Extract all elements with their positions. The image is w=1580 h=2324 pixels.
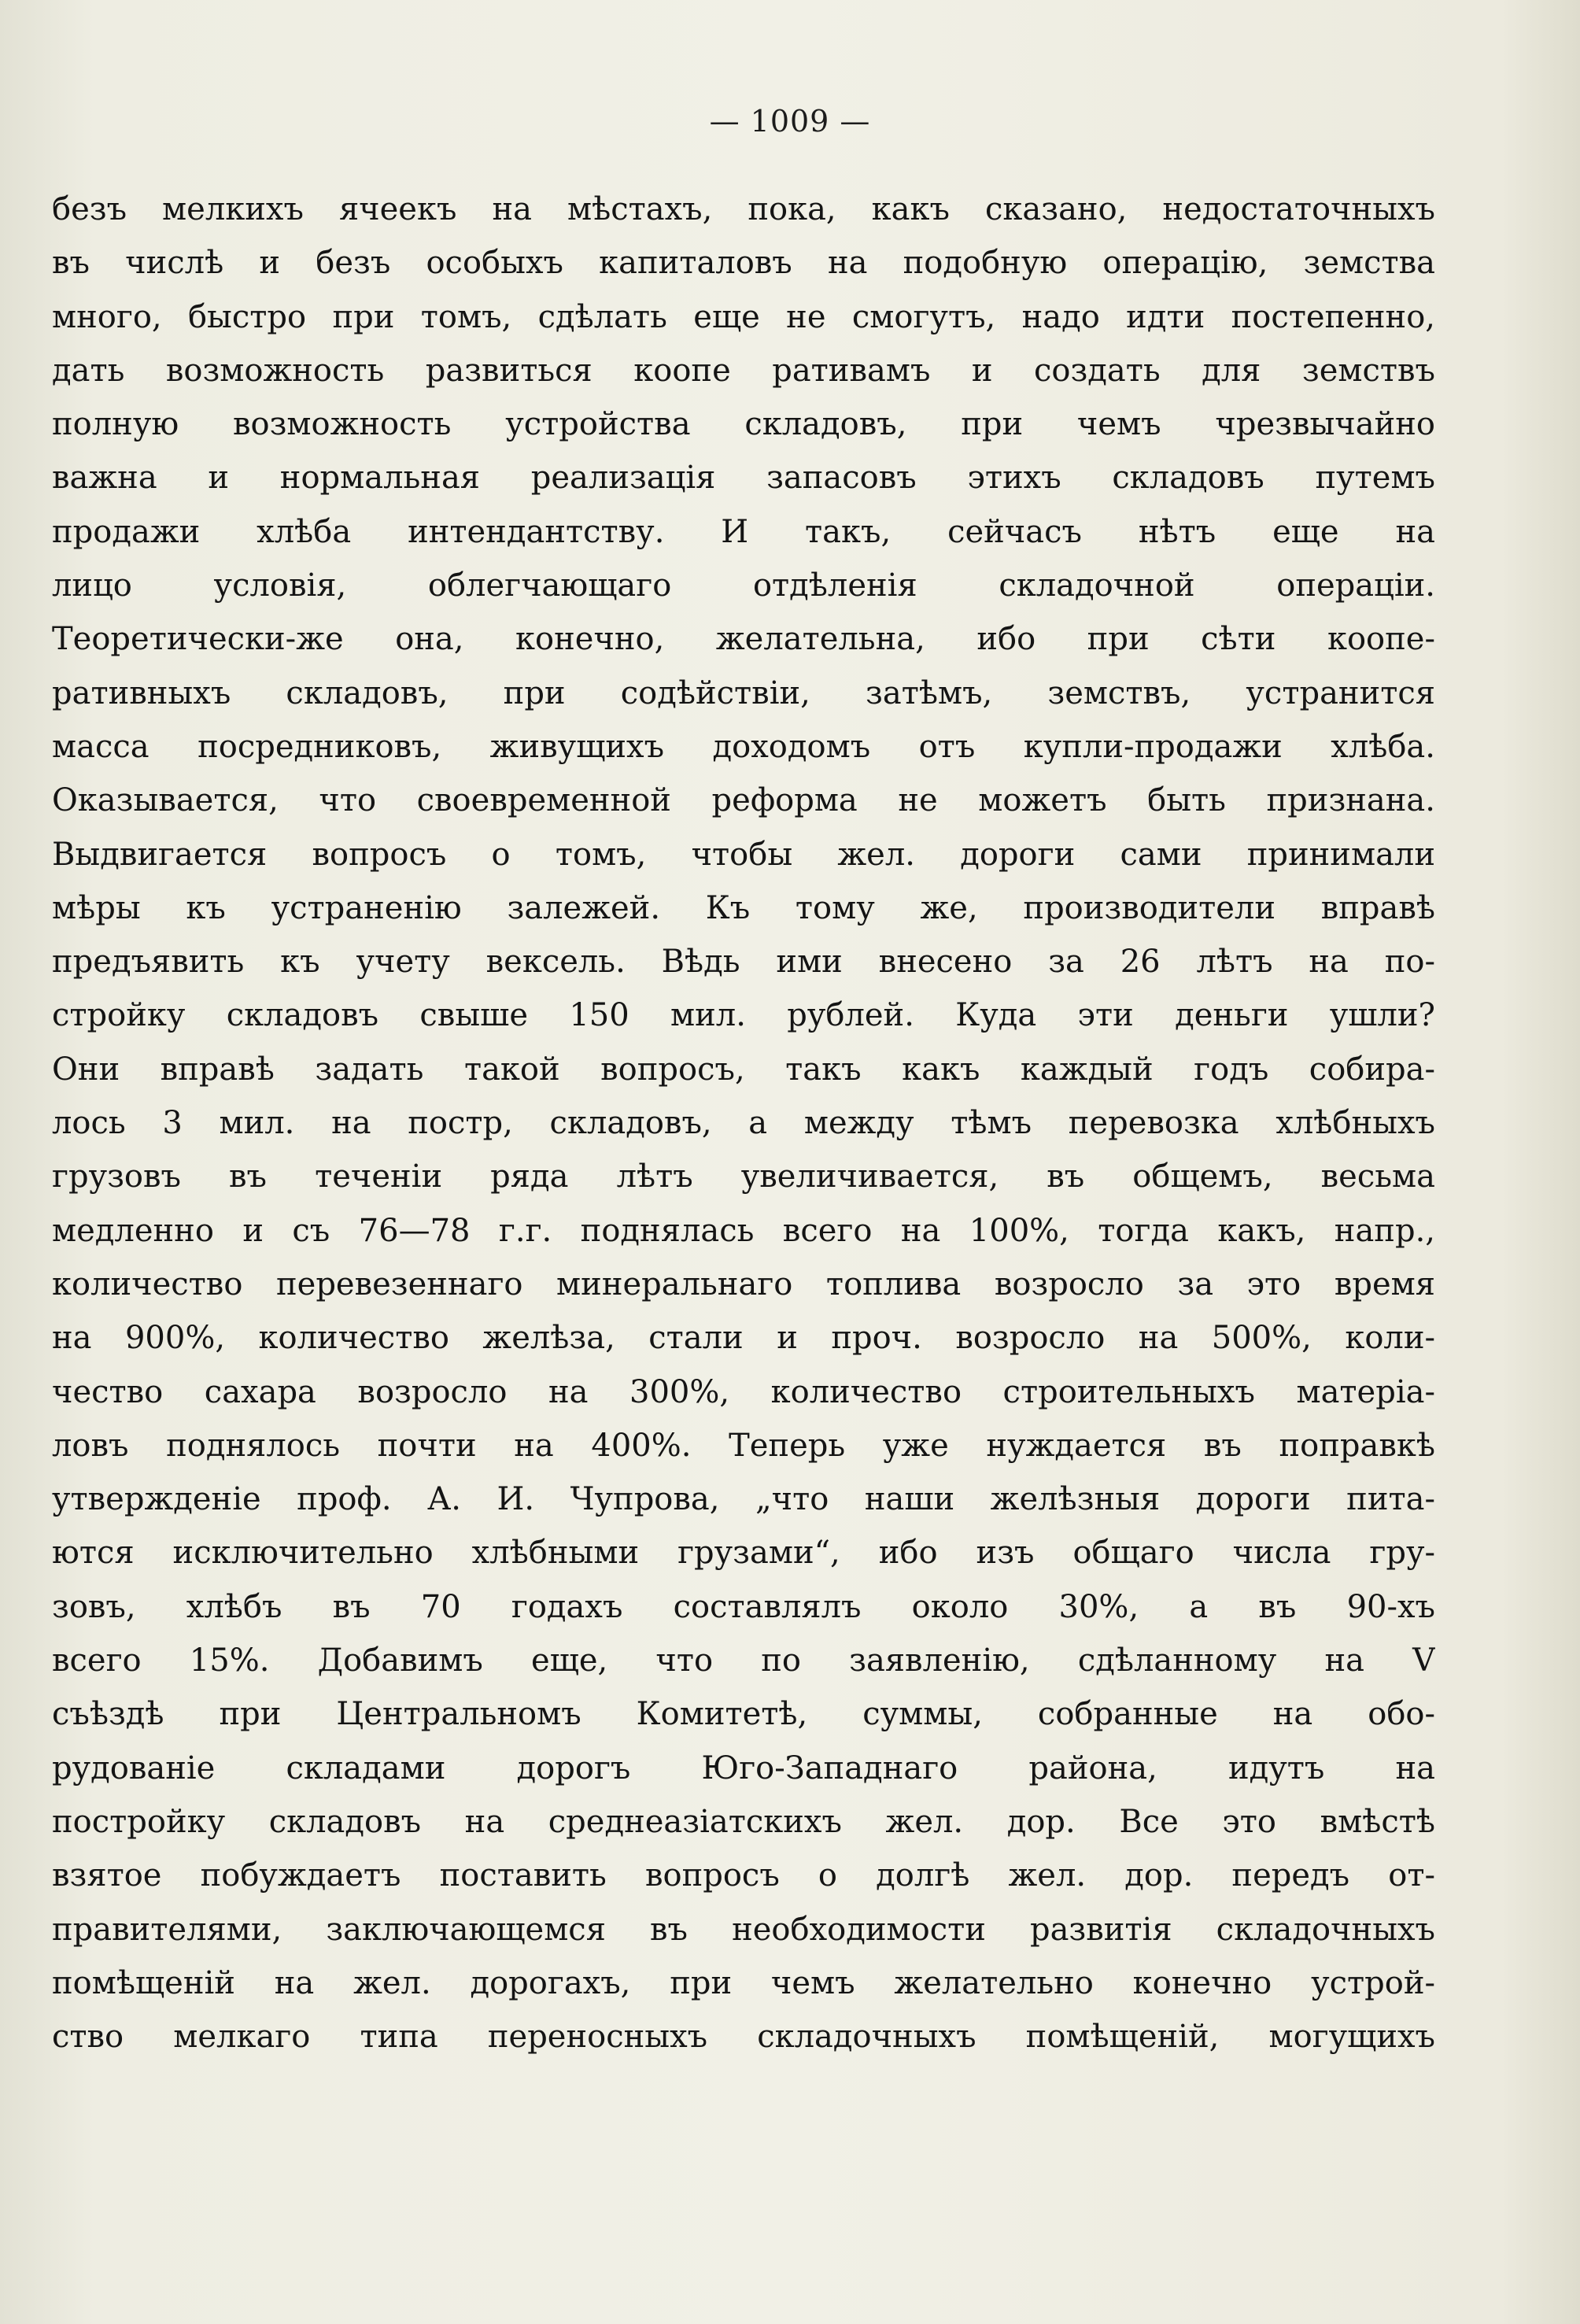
text-line: ловъ поднялось почти на 400%. Теперь уже нуждается въ поправкѣ xyxy=(52,1427,1435,1464)
text-line: лицо условія, облегчающаго отдѣленія складочной операціи. xyxy=(52,567,1435,604)
text-line: количество перевезеннаго минеральнаго топлива возросло за это время xyxy=(52,1265,1435,1302)
text-line: безъ мелкихъ ячеекъ на мѣстахъ, пока, какъ сказано, недостаточныхъ xyxy=(52,191,1435,227)
text-line: постройку складовъ на среднеазіатскихъ жел. дор. Все это вмѣстѣ xyxy=(52,1803,1435,1840)
text-line: медленно и съ 76—78 г.г. поднялась всего на 100%, тогда какъ, напр., xyxy=(52,1212,1435,1249)
text-line: всего 15%. Добавимъ еще, что по заявленію, сдѣланному на V xyxy=(52,1642,1435,1679)
text-line: ство мелкаго типа переносныхъ складочныхъ помѣщеній, могущихъ xyxy=(52,2019,1435,2056)
text-line: ются исключительно хлѣбными грузами“, ибо изъ общаго числа гру- xyxy=(52,1535,1435,1572)
text-line: продажи хлѣба интендантству. И такъ, сейчасъ нѣтъ еще на xyxy=(52,513,1435,550)
text-line: Они вправѣ задать такой вопросъ, такъ какъ каждый годъ собира- xyxy=(52,1051,1435,1088)
text-line: въ числѣ и безъ особыхъ капиталовъ на подобную операцію, земства xyxy=(52,245,1435,282)
page-number: — 1009 — xyxy=(709,104,871,139)
text-line: съѣздѣ при Центральномъ Комитетѣ, суммы, собранные на обо- xyxy=(52,1696,1435,1733)
text-line: зовъ, хлѣбъ въ 70 годахъ составлялъ около 30%, а въ 90-хъ xyxy=(52,1588,1435,1625)
text-line: утвержденіе проф. А. И. Чупрова, „что наши желѣзныя дороги пита- xyxy=(52,1481,1435,1518)
text-line: взятое побуждаетъ поставить вопросъ о долгѣ жел. дор. передъ от- xyxy=(52,1857,1435,1894)
text-line: много, быстро при томъ, сдѣлать еще не смогутъ, надо идти постепенно, xyxy=(52,298,1435,335)
text-line: Теоретически-же она, конечно, желательна, ибо при сѣти коопе- xyxy=(52,621,1435,658)
text-line: на 900%, количество желѣза, стали и проч. возросло на 500%, коли- xyxy=(52,1320,1435,1357)
text-line: мѣры къ устраненію залежей. Къ тому же, производители вправѣ xyxy=(52,889,1435,926)
text-line: ративныхъ складовъ, при содѣйствіи, затѣмъ, земствъ, устранится xyxy=(52,674,1435,711)
text-line: рудованіе складами дорогъ Юго-Западнаго района, идутъ на xyxy=(52,1749,1435,1786)
text-line: грузовъ въ теченіи ряда лѣтъ увеличивается, въ общемъ, весьма xyxy=(52,1158,1435,1195)
text-line: дать возможность развиться коопе ративамъ и создать для земствъ xyxy=(52,352,1435,389)
body-text xyxy=(52,183,1435,2064)
text-line: стройку складовъ свыше 150 мил. рублей. Куда эти деньги ушли? xyxy=(52,997,1435,1034)
text-line: чество сахара возросло на 300%, количество строительныхъ матеріа- xyxy=(52,1373,1435,1410)
text-line: предъявить къ учету вексель. Вѣдь ими внесено за 26 лѣтъ на по- xyxy=(52,944,1435,981)
text-line: правителями, заключающемся въ необходимости развитія складочныхъ xyxy=(52,1911,1435,1948)
text-line: помѣщеній на жел. дорогахъ, при чемъ желательно конечно устрой- xyxy=(52,1964,1435,2001)
text-line: полную возможность устройства складовъ, при чемъ чрезвычайно xyxy=(52,406,1435,443)
text-line: масса посредниковъ, живущихъ доходомъ отъ купли-продажи хлѣба. xyxy=(52,728,1435,765)
text-line: Оказывается, что своевременной реформа не можетъ быть признана. xyxy=(52,782,1435,819)
text-line: лось 3 мил. на постр, складовъ, а между тѣмъ перевозка хлѣбныхъ xyxy=(52,1105,1435,1142)
text-line: важна и нормальная реализація запасовъ этихъ складовъ путемъ xyxy=(52,460,1435,497)
text-line: Выдвигается вопросъ о томъ, чтобы жел. дороги сами принимали xyxy=(52,836,1435,873)
